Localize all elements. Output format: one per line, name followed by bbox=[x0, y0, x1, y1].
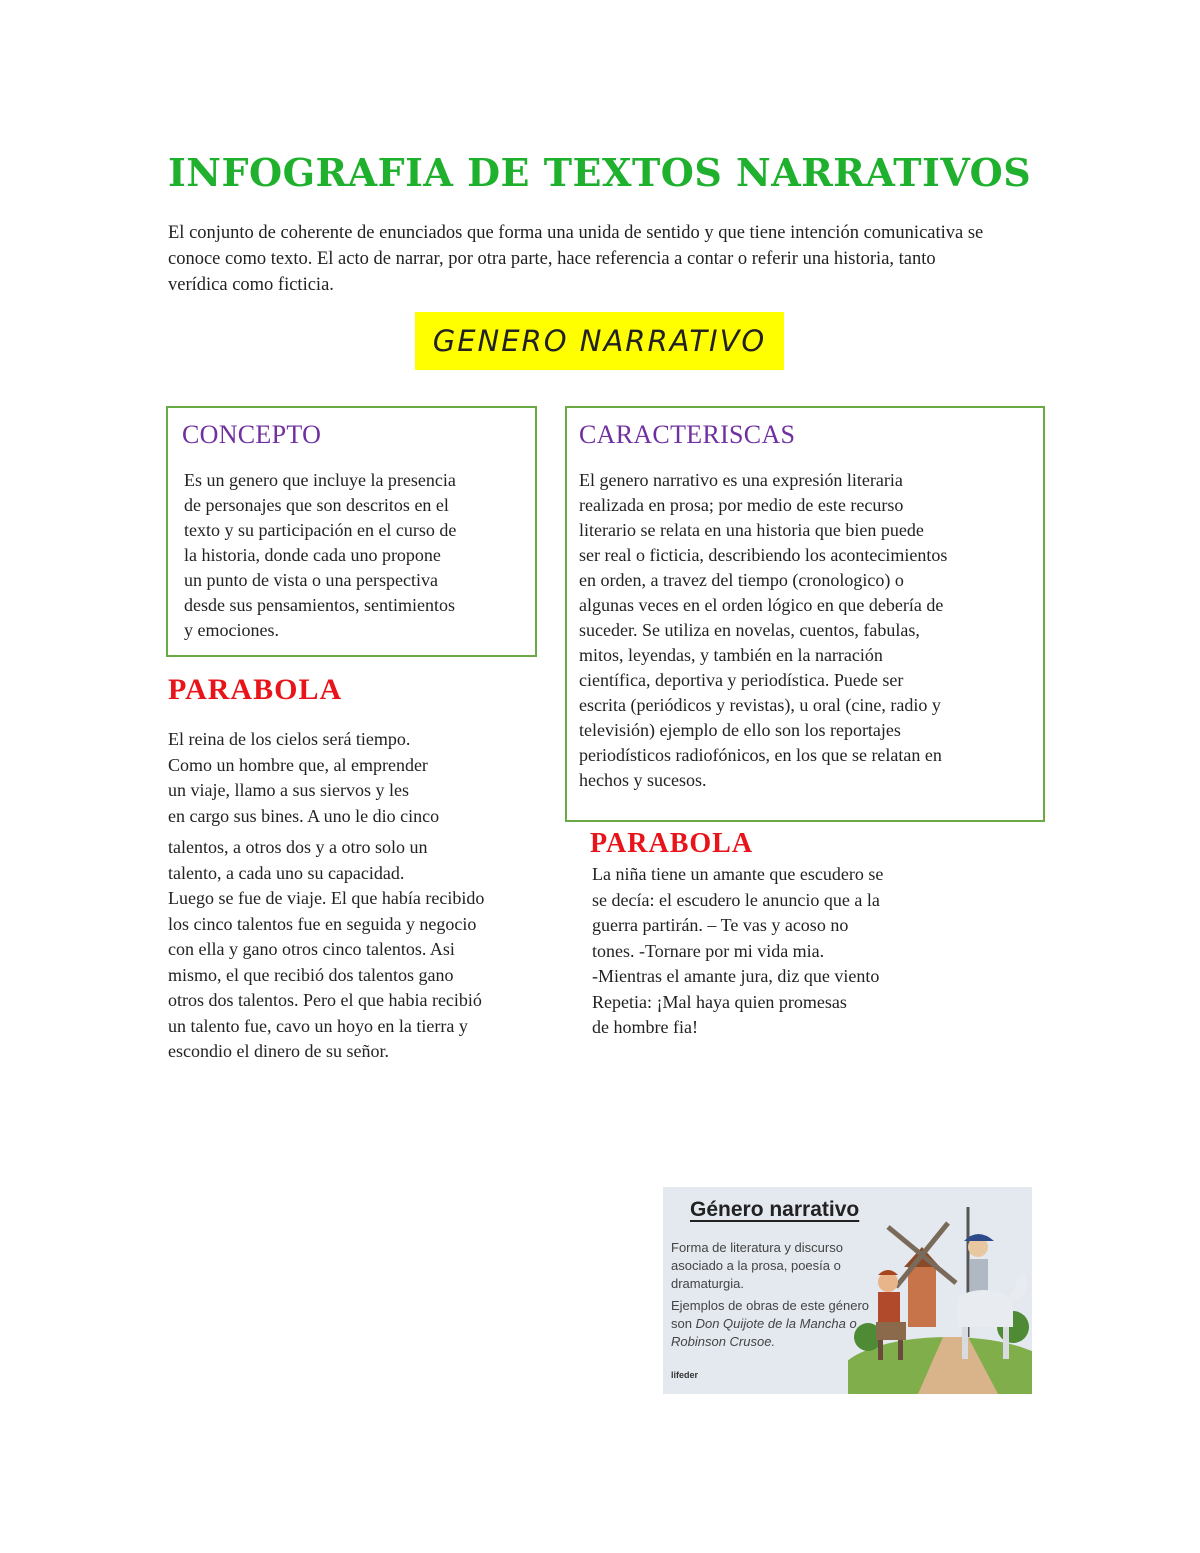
genero-narrativo-image bbox=[663, 1187, 1032, 1394]
parabola-heading-2: PARABOLA bbox=[590, 828, 754, 859]
caracteristicas-text: El genero narrativo es una expresión literaria realizada en prosa; por medio de este recurso literario se relata en una historia que bien puede ser real o ficticia, describiendo los acontecimientos en orden, a travez del tiempo (cronologico) o algunas veces en el orden lógico en que debería de suceder. Se utiliza en novelas, cuentos, fabulas, mitos, leyendas, y también en la narración científica, deportiva y periodística. Puede ser escrita (periódicos y revistas), u oral (cine, radio y televisión) ejemplo de ello son los reportajes periodísticos radiofónicos, en los que se relatan en hechos y sucesos. bbox=[579, 470, 948, 790]
card-text-examples bbox=[671, 1297, 871, 1351]
card-text-definition: Forma de literatura y discurso asociado a la prosa, poesía o dramaturgia. bbox=[671, 1240, 843, 1291]
page-title: INFOGRAFIA DE TEXTOS NARRATIVOS bbox=[168, 150, 1032, 195]
card-text-examples-titles: Don Quijote de la Mancha o Robinson Crusoe. bbox=[671, 1316, 857, 1349]
lifeder-logo: lifeder bbox=[671, 1370, 699, 1380]
parabola-text-2: La niña tiene un amante que escudero se se decía: el escudero le anuncio que a la guerra partirán. – Te vas y acoso no tones. -Tornare por mi vida mia. -Mientras el amante jura, diz que viento Repetia: ¡Mal haya quien promesas de hombre fia! bbox=[592, 864, 884, 1037]
concepto-text: Es un genero que incluye la presencia de personajes que son descritos en el texto y su participación en el curso de la historia, donde cada uno propone un punto de vista o una perspectiva desde sus pensamientos, sentimientos y emociones. bbox=[184, 470, 457, 640]
intro-paragraph: El conjunto de coherente de enunciados que forma una unida de sentido y que tiene intención comunicativa se conoce como texto. El acto de narrar, por otra parte, hace referencia a contar o referir una historia, tanto verídica como ficticia. bbox=[168, 223, 984, 295]
card-text-examples-pre: Ejemplos de obras de este género son bbox=[671, 1298, 870, 1331]
parabola-heading-1: PARABOLA bbox=[168, 673, 343, 706]
genero-narrativo-banner: GENERO NARRATIVO bbox=[415, 312, 784, 370]
don-quijote-illustration bbox=[848, 1187, 1032, 1394]
caracteristicas-heading: CARACTERISCAS bbox=[579, 420, 796, 449]
caracteristicas-box bbox=[565, 406, 1045, 822]
concepto-heading: CONCEPTO bbox=[182, 420, 322, 449]
parabola-text-1a: El reina de los cielos será tiempo. Como un hombre que, al emprender un viaje, llamo a sus siervos y les en cargo sus bines. A uno le dio cinco bbox=[168, 729, 440, 826]
parabola-text-1b: talentos, a otros dos y a otro solo un talento, a cada uno su capacidad. Luego se fue de viaje. El que había recibido los cinco talentos fue en seguida y negocio con ella y gano otros cinco talentos. Asi mismo, el que recibió dos talentos gano otros dos talentos. Pero el que habia recibió un talento fue, cavo un hoyo en la tierra y escondio el dinero de su señor. bbox=[168, 837, 485, 1061]
card-title: Género narrativo bbox=[690, 1198, 860, 1221]
concepto-box bbox=[166, 406, 537, 657]
